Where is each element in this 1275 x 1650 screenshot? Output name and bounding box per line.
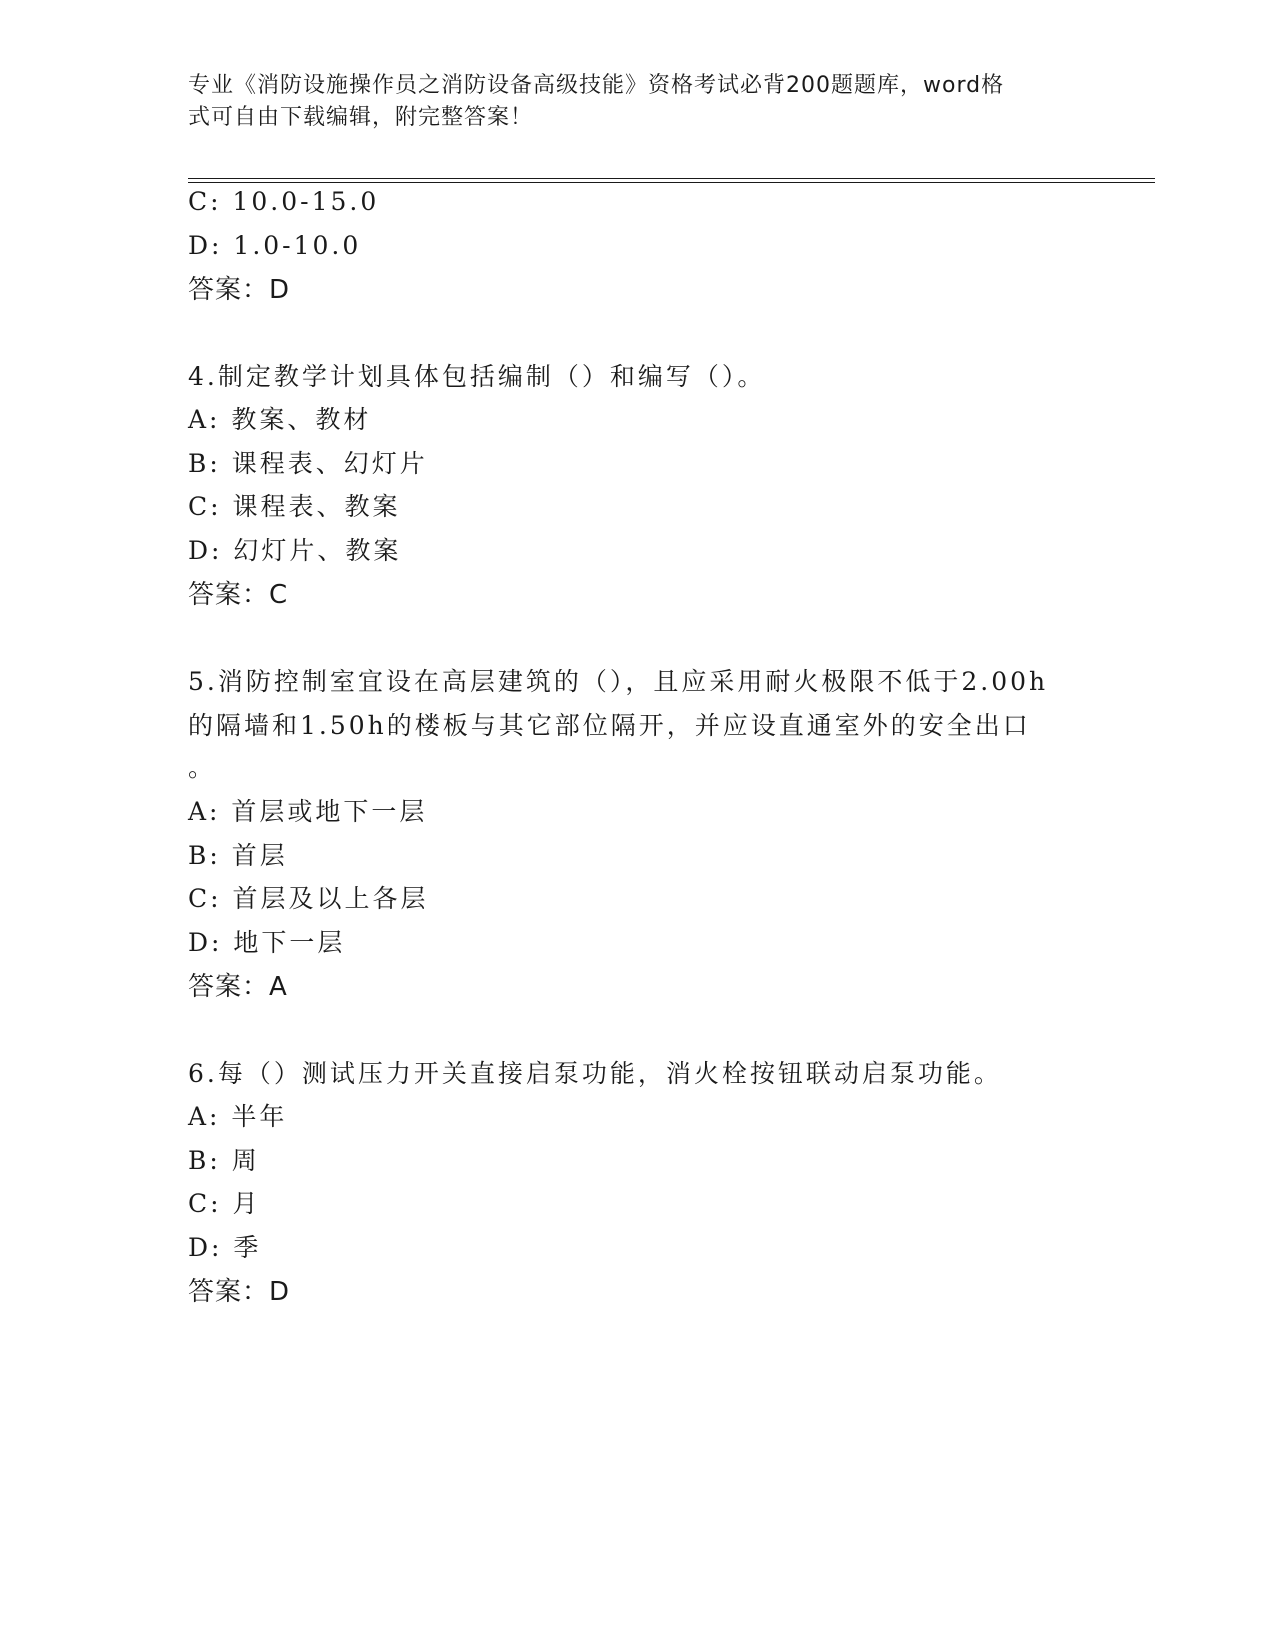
question-5-text-line-2: 的隔墙和1.50h的楼板与其它部位隔开，并应设直通室外的安全出口 [188, 711, 1031, 740]
header-line-1: 专业《消防设施操作员之消防设备高级技能》资格考试必背200题题库，word格 [188, 73, 1005, 98]
question-6-option-c: C: 月 [188, 1189, 261, 1218]
question-5-option-c: C: 首层及以上各层 [188, 884, 429, 913]
header-divider-top [188, 178, 1155, 179]
question-6-option-a: A: 半年 [188, 1102, 288, 1131]
question-5-option-d: D: 地下一层 [188, 928, 346, 957]
document-header [188, 70, 1068, 134]
question-5-option-b: B: 首层 [188, 841, 288, 870]
question-5-text-line-3: 。 [188, 753, 217, 782]
question-6-option-d: D: 季 [188, 1233, 262, 1262]
question-4-option-b: B: 课程表、幻灯片 [188, 449, 428, 478]
question-6-text: 6.每（）测试压力开关直接启泵功能，消火栓按钮联动启泵功能。 [188, 1059, 1002, 1088]
question-6-answer: 答案：D [188, 1277, 291, 1307]
question-4-answer: 答案：C [188, 580, 289, 610]
question-6-option-b: B: 周 [188, 1146, 260, 1175]
question-4-option-a: A: 教案、教材 [188, 405, 372, 434]
option-d: D: 1.0-10.0 [188, 231, 362, 260]
question-5-text-line-1: 5.消防控制室宜设在高层建筑的（），且应采用耐火极限不低于2.00h [188, 667, 1049, 696]
question-4-text: 4.制定教学计划具体包括编制（）和编写（）。 [188, 362, 766, 391]
question-5-option-a: A: 首层或地下一层 [188, 797, 428, 826]
question-4-option-c: C: 课程表、教案 [188, 492, 401, 521]
header-divider-bottom [188, 182, 1155, 183]
question-4-option-d: D: 幻灯片、教案 [188, 536, 402, 565]
question-5-answer: 答案：A [188, 972, 288, 1002]
header-line-2: 式可自由下载编辑，附完整答案！ [188, 105, 534, 130]
answer-text: 答案：D [188, 275, 291, 305]
option-c: C: 10.0-15.0 [188, 187, 380, 216]
